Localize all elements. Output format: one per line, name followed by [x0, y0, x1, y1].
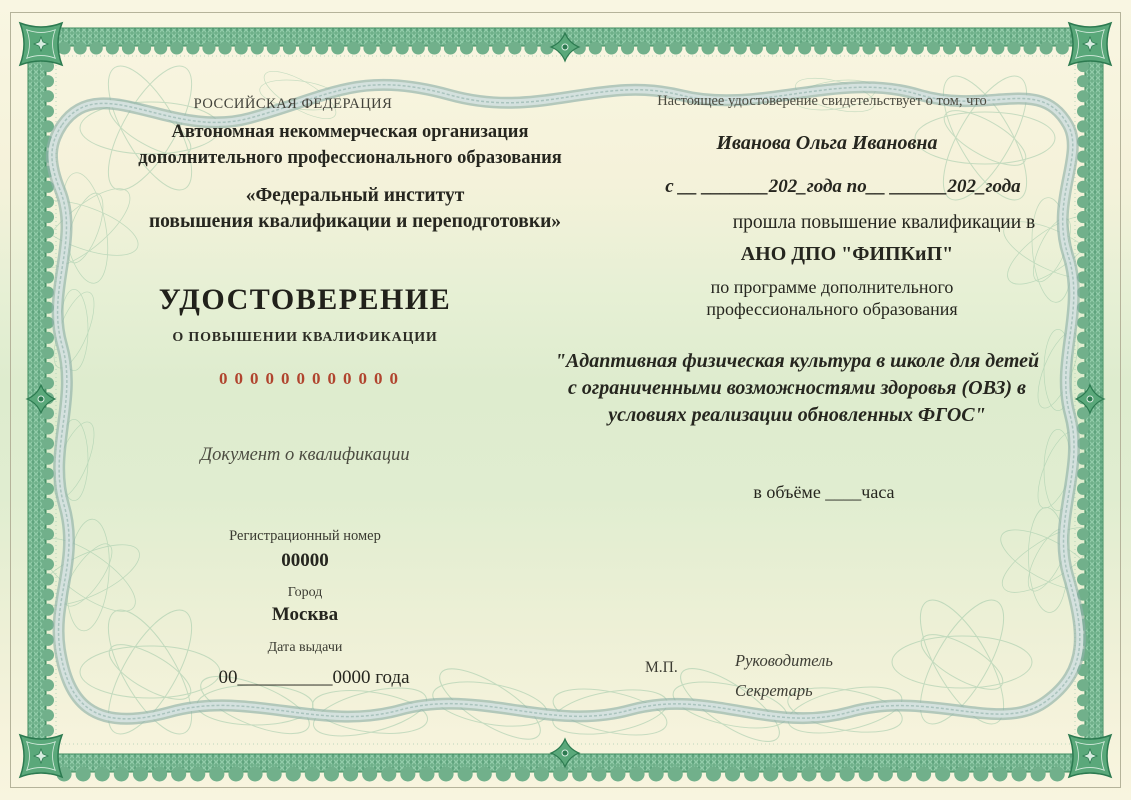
city-value: Москва	[271, 604, 339, 625]
program-intro-line1: по программе дополнительного	[710, 277, 954, 297]
city-label: Город	[287, 585, 323, 600]
corner-ornament-top-right	[1069, 23, 1111, 65]
organization-name-line2: дополнительного профессионального образования	[138, 148, 562, 168]
signature-head-label: Руководитель	[735, 651, 833, 670]
document-subtitle: О ПОВЫШЕНИИ КВАЛИФИКАЦИИ	[172, 330, 438, 345]
institute-name-line1: «Федеральный институт	[245, 185, 465, 206]
signature-secretary-label: Секретарь	[735, 681, 813, 700]
program-intro-line2: профессионального образования	[706, 299, 958, 319]
volume-hours: в объёме ____часа	[753, 482, 895, 502]
institute-name-line2: повышения квалификации и переподготовки»	[148, 211, 562, 232]
organization-short-name: АНО ДПО "ФИПКиП"	[740, 243, 954, 265]
form-serial-number: 000000000000	[219, 369, 405, 388]
document-kind-label: Документ о квалификации	[200, 445, 410, 465]
holder-name: Иванова Ольга Ивановна	[716, 132, 938, 154]
program-title: "Адаптивная физическая культура в школе для детей с ограниченными возможностями здоровья (ОВЗ) в условиях реализации обновленных ФГОС"	[554, 350, 1045, 426]
corner-ornament-bottom-right	[1069, 735, 1111, 777]
action-text: прошла повышение квалификации в	[732, 212, 1036, 233]
issue-date-value: 00__________0000 года	[218, 667, 410, 688]
training-period: с __ _______202_года по__ ______202_года	[665, 176, 1021, 197]
country-label: РОССИЙСКАЯ ФЕДЕРАЦИЯ	[193, 96, 393, 112]
registration-number-value: 00000	[281, 550, 329, 571]
corner-ornament-bottom-left	[20, 735, 62, 777]
organization-name-line1: Автономная некоммерческая организация	[171, 122, 529, 142]
corner-ornament-top-left	[20, 23, 62, 65]
issue-date-label: Дата выдачи	[267, 640, 343, 655]
statement-text: Настоящее удостоверение свидетельствует о том, что	[657, 93, 987, 109]
document-title: УДОСТОВЕРЕНИЕ	[158, 283, 452, 316]
stamp-place-label: М.П.	[645, 659, 678, 676]
registration-number-label: Регистрационный номер	[229, 528, 381, 544]
